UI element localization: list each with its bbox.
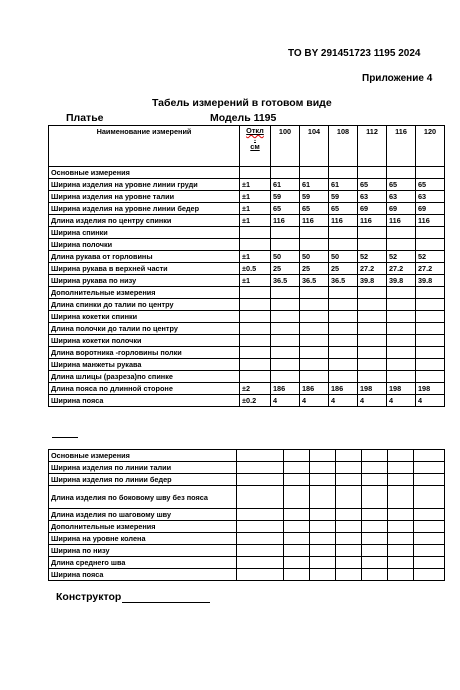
size-value-cell <box>416 167 445 179</box>
size-value-cell <box>300 371 329 383</box>
size-value-cell <box>387 335 416 347</box>
size-value-cell: 116 <box>387 215 416 227</box>
table-row <box>49 287 445 299</box>
empty-value-cell <box>237 474 284 486</box>
table-row <box>49 227 445 239</box>
size-value-cell: 186 <box>300 383 329 395</box>
size-value-cell: 36.5 <box>271 275 300 287</box>
size-value-cell <box>300 227 329 239</box>
table-row <box>49 462 445 474</box>
size-value-cell: 25 <box>329 263 358 275</box>
measurement-name-cell: Длина воротника -горловины полки <box>49 347 240 359</box>
size-value-cell <box>300 167 329 179</box>
tolerance-cell: ±1 <box>240 251 271 263</box>
measurement-name-cell: Ширина изделия на уровне линии груди <box>49 179 240 191</box>
size-value-cell <box>300 335 329 347</box>
size-value-cell <box>271 359 300 371</box>
empty-value-cell <box>362 533 388 545</box>
empty-value-cell <box>284 462 310 474</box>
size-value-cell: 69 <box>358 203 387 215</box>
tolerance-cell <box>240 167 271 179</box>
tolerance-cell: ±1 <box>240 215 271 227</box>
measurement-name-cell: Длина шлицы (разреза)по спинке <box>49 371 240 383</box>
empty-value-cell <box>414 569 445 581</box>
tolerance-cell <box>240 299 271 311</box>
size-value-cell: 63 <box>358 191 387 203</box>
empty-value-cell <box>310 557 336 569</box>
empty-value-cell <box>388 450 414 462</box>
header-size-108: 108 <box>329 126 358 167</box>
size-value-cell <box>358 239 387 251</box>
measurement-name-cell: Длина полочки до талии по центру <box>49 323 240 335</box>
empty-value-cell <box>362 486 388 509</box>
size-value-cell: 4 <box>329 395 358 407</box>
empty-value-cell <box>414 521 445 533</box>
size-value-cell: 50 <box>329 251 358 263</box>
tolerance-cell: ±1 <box>240 179 271 191</box>
size-value-cell <box>358 359 387 371</box>
size-value-cell: 39.8 <box>416 275 445 287</box>
size-value-cell: 65 <box>358 179 387 191</box>
empty-value-cell <box>284 533 310 545</box>
appendix-label: Приложение 4 <box>362 73 433 84</box>
table-row <box>49 359 445 371</box>
size-value-cell <box>416 311 445 323</box>
empty-value-cell <box>237 509 284 521</box>
measurement-name-cell: Ширина пояса <box>49 569 237 581</box>
empty-value-cell <box>336 569 362 581</box>
size-value-cell: 25 <box>300 263 329 275</box>
size-value-cell <box>271 227 300 239</box>
size-value-cell <box>387 359 416 371</box>
size-value-cell <box>416 347 445 359</box>
table-row <box>49 450 445 462</box>
empty-value-cell <box>414 509 445 521</box>
empty-value-cell <box>336 557 362 569</box>
header-size-116: 116 <box>387 126 416 167</box>
empty-value-cell <box>388 557 414 569</box>
size-value-cell <box>271 167 300 179</box>
header-size-104: 104 <box>300 126 329 167</box>
empty-value-cell <box>284 450 310 462</box>
size-value-cell: 39.8 <box>387 275 416 287</box>
size-value-cell: 65 <box>387 179 416 191</box>
size-value-cell: 27.2 <box>416 263 445 275</box>
tolerance-cell: ±0.2 <box>240 395 271 407</box>
table-row <box>49 191 445 203</box>
size-value-cell <box>300 287 329 299</box>
size-value-cell: 4 <box>300 395 329 407</box>
size-value-cell: 116 <box>271 215 300 227</box>
header-size-120: 120 <box>416 126 445 167</box>
size-value-cell <box>271 287 300 299</box>
empty-value-cell <box>362 557 388 569</box>
size-value-cell <box>416 371 445 383</box>
tolerance-cell <box>240 239 271 251</box>
empty-value-cell <box>310 486 336 509</box>
header-tolerance-unit: см <box>250 142 260 151</box>
tolerance-cell <box>240 227 271 239</box>
table-row <box>49 239 445 251</box>
size-value-cell <box>416 299 445 311</box>
table-row <box>49 486 445 509</box>
size-value-cell: 59 <box>300 191 329 203</box>
model-number: Модель 1195 <box>210 112 277 124</box>
measurement-name-cell: Ширина манжеты рукава <box>49 359 240 371</box>
empty-value-cell <box>284 569 310 581</box>
size-value-cell <box>329 359 358 371</box>
measurement-name-cell: Ширина кокетки спинки <box>49 311 240 323</box>
size-value-cell: 27.2 <box>387 263 416 275</box>
measurements-table-body <box>49 126 445 407</box>
empty-value-cell <box>336 509 362 521</box>
measurement-name-cell: Ширина спинки <box>49 227 240 239</box>
size-value-cell: 116 <box>300 215 329 227</box>
size-value-cell <box>358 227 387 239</box>
table-row <box>49 545 445 557</box>
measurement-name-cell: Дополнительные измерения <box>49 287 240 299</box>
size-value-cell: 61 <box>329 179 358 191</box>
size-value-cell <box>329 371 358 383</box>
tolerance-cell <box>240 359 271 371</box>
separator-line <box>52 437 78 438</box>
measurements-table <box>48 125 445 407</box>
table-row <box>49 299 445 311</box>
size-value-cell: 50 <box>271 251 300 263</box>
table-row <box>49 557 445 569</box>
empty-value-cell <box>310 533 336 545</box>
measurement-name-cell: Ширина изделия на уровне талии <box>49 191 240 203</box>
size-value-cell <box>271 371 300 383</box>
empty-value-cell <box>336 462 362 474</box>
measurement-name-cell: Ширина рукава в верхней части <box>49 263 240 275</box>
size-value-cell: 4 <box>387 395 416 407</box>
size-value-cell <box>387 323 416 335</box>
size-value-cell <box>358 299 387 311</box>
size-value-cell <box>387 227 416 239</box>
size-value-cell <box>387 347 416 359</box>
size-value-cell <box>300 323 329 335</box>
size-value-cell: 116 <box>358 215 387 227</box>
garment-type: Платье <box>66 112 104 124</box>
tolerance-cell: ±1 <box>240 275 271 287</box>
table-row <box>49 167 445 179</box>
constructor-signature <box>56 591 210 603</box>
header-tolerance <box>240 126 271 167</box>
empty-value-cell <box>388 509 414 521</box>
size-value-cell <box>271 299 300 311</box>
size-value-cell <box>358 335 387 347</box>
tolerance-cell <box>240 335 271 347</box>
empty-value-cell <box>388 462 414 474</box>
size-value-cell: 52 <box>416 251 445 263</box>
empty-value-cell <box>336 545 362 557</box>
measurement-name-cell: Ширина по низу <box>49 545 237 557</box>
table-row <box>49 474 445 486</box>
size-value-cell <box>358 287 387 299</box>
size-value-cell: 59 <box>329 191 358 203</box>
tolerance-cell: ±0.5 <box>240 263 271 275</box>
size-value-cell: 39.8 <box>358 275 387 287</box>
size-value-cell: 186 <box>329 383 358 395</box>
header-tolerance-label: Откл <box>246 126 264 135</box>
measurement-name-cell: Ширина рукава по низу <box>49 275 240 287</box>
size-value-cell <box>387 239 416 251</box>
measurement-name-cell: Длина пояса по длинной стороне <box>49 383 240 395</box>
size-value-cell: 4 <box>271 395 300 407</box>
empty-value-cell <box>388 533 414 545</box>
empty-value-cell <box>388 486 414 509</box>
measurement-name-cell: Основные измерения <box>49 167 240 179</box>
size-value-cell <box>329 167 358 179</box>
measurement-name-cell: Ширина пояса <box>49 395 240 407</box>
empty-value-cell <box>237 521 284 533</box>
size-value-cell <box>329 287 358 299</box>
empty-value-cell <box>310 569 336 581</box>
measurement-name-cell: Дополнительные измерения <box>49 521 237 533</box>
size-value-cell: 69 <box>387 203 416 215</box>
empty-value-cell <box>237 533 284 545</box>
measurement-name-cell: Длина рукава от горловины <box>49 251 240 263</box>
measurement-name-cell: Длина изделия по шаговому шву <box>49 509 237 521</box>
size-value-cell: 61 <box>300 179 329 191</box>
table-row <box>49 533 445 545</box>
size-value-cell <box>416 359 445 371</box>
empty-value-cell <box>336 486 362 509</box>
measurement-name-cell: Основные измерения <box>49 450 237 462</box>
tolerance-cell <box>240 287 271 299</box>
signature-line <box>122 592 210 603</box>
size-value-cell: 65 <box>300 203 329 215</box>
empty-value-cell <box>336 533 362 545</box>
empty-value-cell <box>237 557 284 569</box>
constructor-label: Конструктор <box>56 591 122 603</box>
empty-value-cell <box>237 462 284 474</box>
size-value-cell: 65 <box>271 203 300 215</box>
size-value-cell: 63 <box>416 191 445 203</box>
additional-measurements-table <box>48 449 445 581</box>
size-value-cell <box>358 347 387 359</box>
document-code: ТО BY 291451723 1195 2024 <box>288 48 421 59</box>
table-row <box>49 371 445 383</box>
measurement-name-cell: Ширина изделия по линии талии <box>49 462 237 474</box>
size-value-cell <box>329 335 358 347</box>
table-title: Табель измерений в готовом виде <box>152 97 332 109</box>
size-value-cell: 69 <box>416 203 445 215</box>
size-value-cell: 50 <box>300 251 329 263</box>
size-value-cell: 116 <box>416 215 445 227</box>
empty-value-cell <box>388 569 414 581</box>
tolerance-cell <box>240 347 271 359</box>
empty-value-cell <box>362 521 388 533</box>
size-value-cell: 25 <box>271 263 300 275</box>
empty-value-cell <box>284 521 310 533</box>
size-value-cell <box>329 227 358 239</box>
size-value-cell <box>358 323 387 335</box>
size-value-cell <box>387 371 416 383</box>
empty-value-cell <box>310 521 336 533</box>
header-size-100: 100 <box>271 126 300 167</box>
empty-value-cell <box>310 462 336 474</box>
tolerance-cell <box>240 371 271 383</box>
empty-value-cell <box>414 462 445 474</box>
empty-value-cell <box>284 509 310 521</box>
empty-value-cell <box>414 545 445 557</box>
empty-value-cell <box>362 450 388 462</box>
measurement-name-cell: Ширина полочки <box>49 239 240 251</box>
size-value-cell: 186 <box>271 383 300 395</box>
measurement-name-cell: Ширина изделия по линии бедер <box>49 474 237 486</box>
size-value-cell <box>271 335 300 347</box>
size-value-cell <box>329 347 358 359</box>
tolerance-cell: ±1 <box>240 203 271 215</box>
empty-value-cell <box>284 486 310 509</box>
table-row <box>49 251 445 263</box>
size-value-cell <box>271 323 300 335</box>
table-row <box>49 383 445 395</box>
empty-value-cell <box>237 569 284 581</box>
size-value-cell <box>416 335 445 347</box>
size-value-cell: 198 <box>387 383 416 395</box>
table-row <box>49 509 445 521</box>
empty-value-cell <box>414 450 445 462</box>
size-value-cell: 198 <box>358 383 387 395</box>
empty-value-cell <box>362 569 388 581</box>
empty-value-cell <box>310 450 336 462</box>
size-value-cell: 63 <box>387 191 416 203</box>
empty-value-cell <box>362 545 388 557</box>
size-value-cell <box>329 239 358 251</box>
size-value-cell <box>271 311 300 323</box>
empty-value-cell <box>362 462 388 474</box>
table-row <box>49 335 445 347</box>
table-row <box>49 521 445 533</box>
size-value-cell: 65 <box>329 203 358 215</box>
header-size-112: 112 <box>358 126 387 167</box>
size-value-cell <box>387 167 416 179</box>
empty-value-cell <box>237 545 284 557</box>
size-value-cell: 61 <box>271 179 300 191</box>
size-value-cell: 4 <box>416 395 445 407</box>
size-value-cell <box>271 347 300 359</box>
size-value-cell: 65 <box>416 179 445 191</box>
size-value-cell <box>358 167 387 179</box>
size-value-cell: 59 <box>271 191 300 203</box>
table-row <box>49 569 445 581</box>
size-value-cell <box>387 299 416 311</box>
table-row <box>49 311 445 323</box>
empty-value-cell <box>336 474 362 486</box>
size-value-cell: 52 <box>387 251 416 263</box>
size-value-cell <box>416 323 445 335</box>
empty-value-cell <box>237 450 284 462</box>
header-measurement-name: Наименование измерений <box>49 126 240 167</box>
size-value-cell: 36.5 <box>300 275 329 287</box>
size-value-cell <box>387 311 416 323</box>
size-value-cell: 52 <box>358 251 387 263</box>
measurement-name-cell: Ширина на уровне колена <box>49 533 237 545</box>
table-row <box>49 395 445 407</box>
empty-value-cell <box>336 521 362 533</box>
empty-value-cell <box>310 545 336 557</box>
tolerance-cell: ±2 <box>240 383 271 395</box>
size-value-cell <box>300 311 329 323</box>
empty-value-cell <box>414 474 445 486</box>
table-row <box>49 275 445 287</box>
table-row <box>49 203 445 215</box>
tolerance-cell <box>240 323 271 335</box>
size-value-cell <box>416 227 445 239</box>
size-value-cell <box>300 359 329 371</box>
size-value-cell: 27.2 <box>358 263 387 275</box>
size-value-cell: 4 <box>358 395 387 407</box>
empty-value-cell <box>414 486 445 509</box>
measurement-name-cell: Длина спинки до талии по центру <box>49 299 240 311</box>
empty-value-cell <box>284 557 310 569</box>
size-value-cell <box>358 311 387 323</box>
tolerance-cell: ±1 <box>240 191 271 203</box>
empty-value-cell <box>388 521 414 533</box>
size-value-cell <box>329 323 358 335</box>
tolerance-cell <box>240 311 271 323</box>
size-value-cell <box>416 239 445 251</box>
measurement-name-cell: Ширина кокетки полочки <box>49 335 240 347</box>
table-header-row <box>49 126 445 167</box>
empty-value-cell <box>388 545 414 557</box>
empty-value-cell <box>336 450 362 462</box>
table-row <box>49 323 445 335</box>
size-value-cell: 198 <box>416 383 445 395</box>
measurement-name-cell: Ширина изделия на уровне линии бедер <box>49 203 240 215</box>
empty-value-cell <box>414 557 445 569</box>
size-value-cell <box>329 299 358 311</box>
table-row <box>49 215 445 227</box>
size-value-cell <box>300 239 329 251</box>
size-value-cell <box>416 287 445 299</box>
additional-measurements-table-body <box>49 450 445 581</box>
size-value-cell: 116 <box>329 215 358 227</box>
size-value-cell <box>358 371 387 383</box>
table-row <box>49 263 445 275</box>
size-value-cell: 36.5 <box>329 275 358 287</box>
empty-value-cell <box>237 486 284 509</box>
table-row <box>49 179 445 191</box>
empty-value-cell <box>362 474 388 486</box>
empty-value-cell <box>284 545 310 557</box>
size-value-cell <box>329 311 358 323</box>
measurement-name-cell: Длина среднего шва <box>49 557 237 569</box>
empty-value-cell <box>284 474 310 486</box>
empty-value-cell <box>388 474 414 486</box>
table-row <box>49 347 445 359</box>
empty-value-cell <box>310 509 336 521</box>
empty-value-cell <box>414 533 445 545</box>
header-tolerance-dot: . <box>253 134 257 143</box>
size-value-cell <box>387 287 416 299</box>
size-value-cell <box>300 299 329 311</box>
measurement-name-cell: Длина изделия по боковому шву без пояса <box>49 486 237 509</box>
size-value-cell <box>300 347 329 359</box>
empty-value-cell <box>362 509 388 521</box>
empty-value-cell <box>310 474 336 486</box>
measurement-name-cell: Длина изделия по центру спинки <box>49 215 240 227</box>
size-value-cell <box>271 239 300 251</box>
